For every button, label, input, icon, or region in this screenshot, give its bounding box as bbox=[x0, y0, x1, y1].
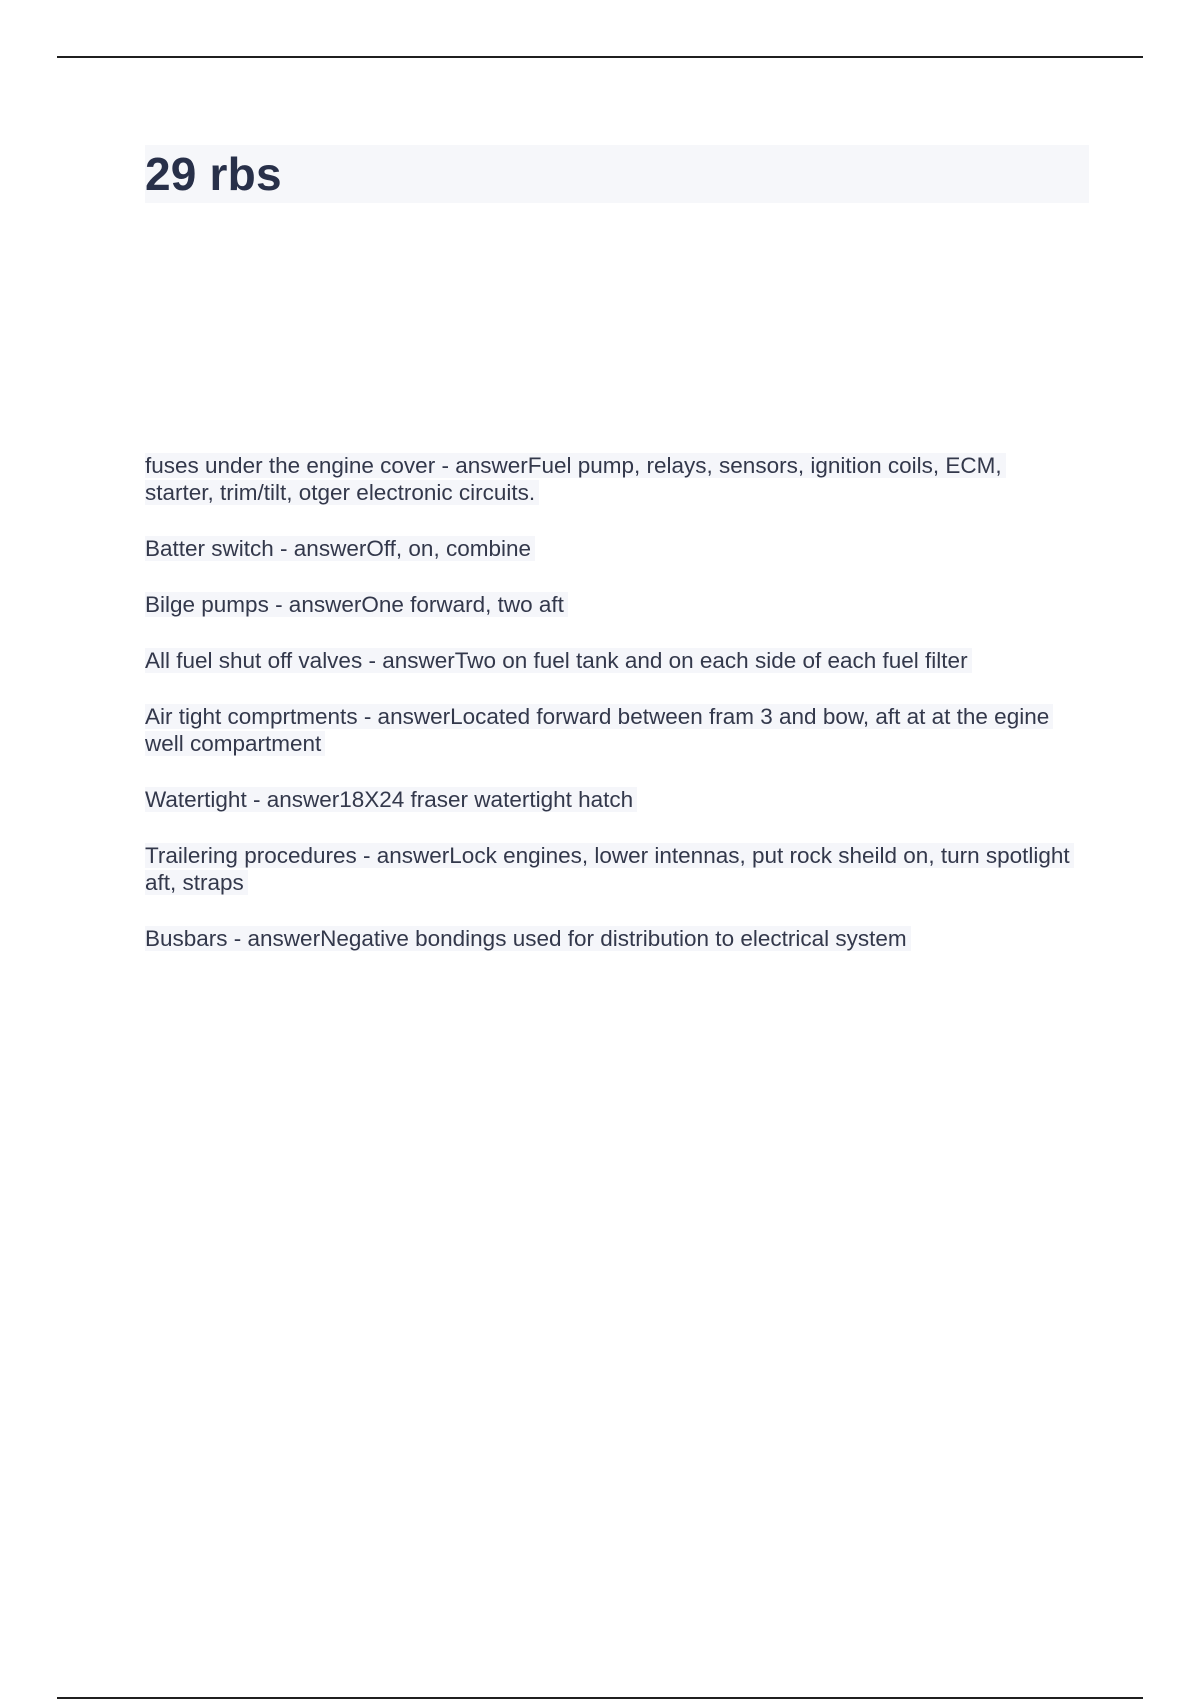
flashcard-entry bbox=[145, 535, 1075, 562]
flashcard-text: Air tight comprtments - answerLocated forward between fram 3 and bow, aft at at the egine well compartment bbox=[145, 704, 1053, 756]
flashcard-text: fuses under the engine cover - answerFuel pump, relays, sensors, ignition coils, ECM, starter, trim/tilt, otger electronic circuits. bbox=[145, 453, 1006, 505]
flashcard-entry bbox=[145, 703, 1075, 757]
flashcard-text: All fuel shut off valves - answerTwo on fuel tank and on each side of each fuel filter bbox=[145, 648, 972, 673]
flashcard-text: Busbars - answerNegative bondings used for distribution to electrical system bbox=[145, 926, 911, 951]
flashcard-text: Watertight - answer18X24 fraser watertight hatch bbox=[145, 787, 637, 812]
flashcard-entry bbox=[145, 925, 1075, 952]
flashcard-entry bbox=[145, 647, 1075, 674]
flashcard-entry bbox=[145, 591, 1075, 618]
top-rule bbox=[57, 56, 1143, 58]
flashcard-list bbox=[145, 452, 1075, 981]
flashcard-text: Batter switch - answerOff, on, combine bbox=[145, 536, 535, 561]
flashcard-entry bbox=[145, 452, 1075, 506]
flashcard-entry bbox=[145, 786, 1075, 813]
bottom-rule bbox=[57, 1697, 1143, 1699]
flashcard-text: Trailering procedures - answerLock engines, lower intennas, put rock sheild on, turn spotlight aft, straps bbox=[145, 843, 1074, 895]
flashcard-text: Bilge pumps - answerOne forward, two aft bbox=[145, 592, 568, 617]
title-band bbox=[145, 145, 1089, 203]
flashcard-entry bbox=[145, 842, 1075, 896]
page-title: 29 rbs bbox=[145, 148, 282, 200]
